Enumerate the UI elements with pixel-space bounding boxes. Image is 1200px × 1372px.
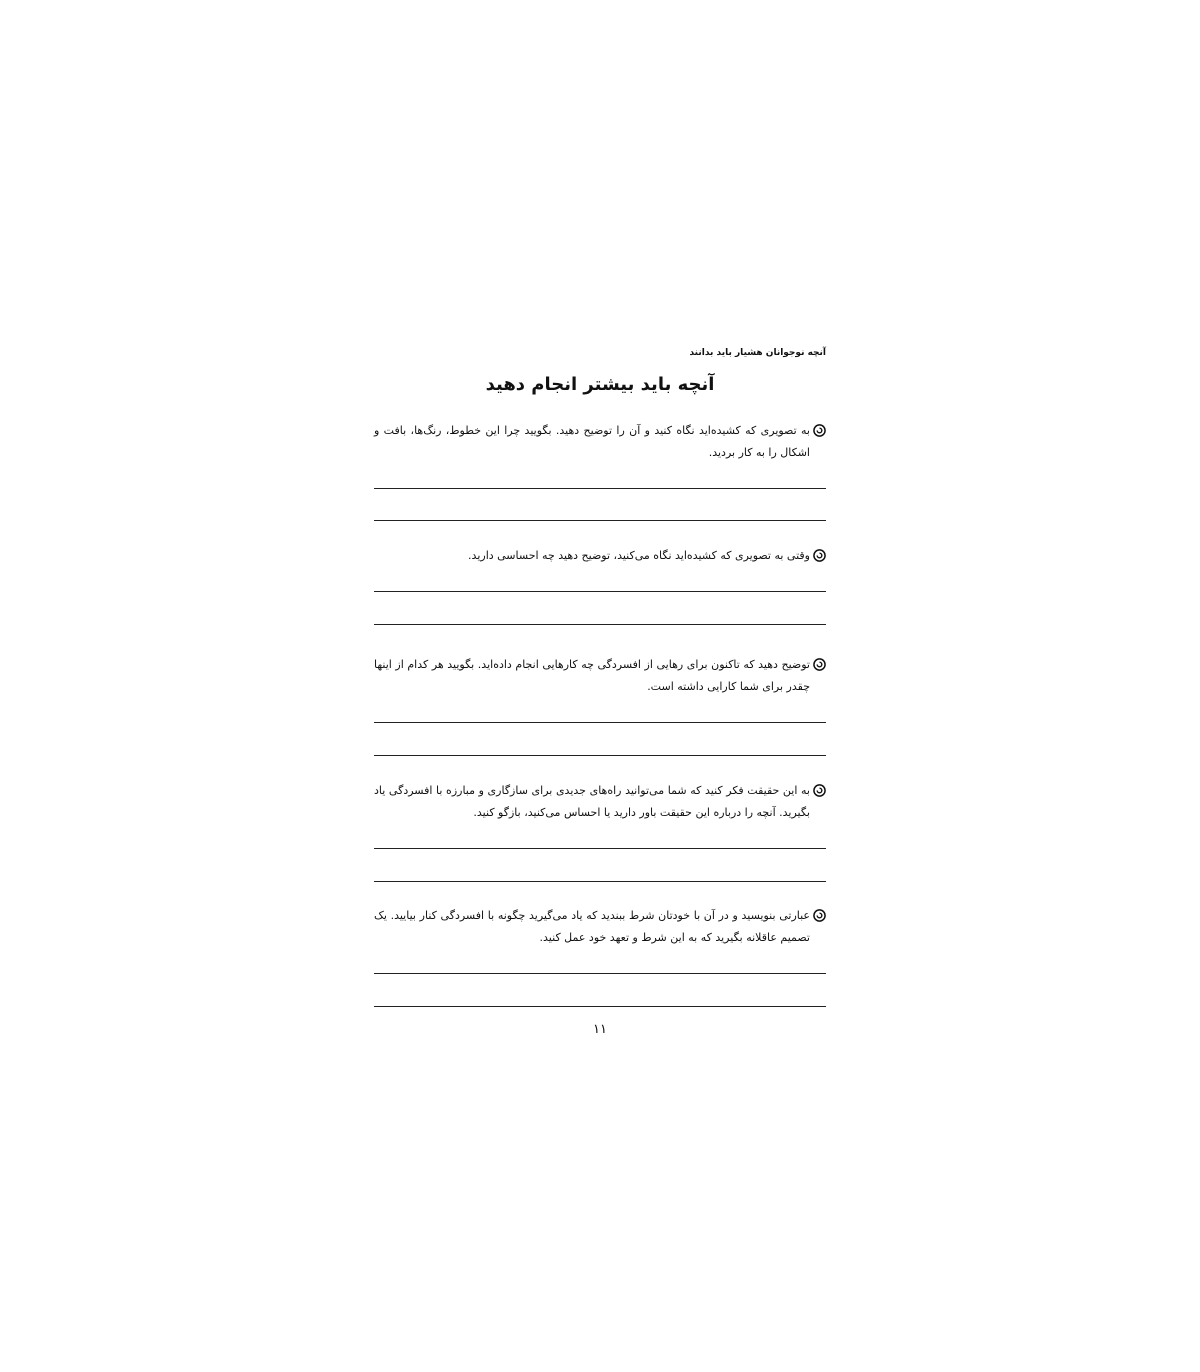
page-title: آنچه باید بیشتر انجام دهید [485, 374, 715, 395]
question-3 [374, 654, 826, 698]
page-number: ۱۱ [593, 1022, 607, 1037]
answer-line[interactable] [374, 848, 826, 849]
answer-line[interactable] [374, 520, 826, 521]
question-text: به تصویری که کشیده‌اید نگاه کنید و آن را توضیح دهید. بگویید چرا این خطوط، رنگ‌ها، بافت و اشکال را به کار بردید. [374, 424, 810, 459]
answer-line[interactable] [374, 722, 826, 723]
question-1 [374, 420, 826, 464]
spiral-bullet-icon [813, 658, 826, 671]
answer-line[interactable] [374, 973, 826, 974]
question-2 [374, 545, 826, 567]
question-5 [374, 905, 826, 949]
spiral-bullet-icon [813, 784, 826, 797]
answer-line[interactable] [374, 591, 826, 592]
question-text: عبارتی بنویسید و در آن با خودتان شرط ببندید که یاد می‌گیرید چگونه با افسردگی کنار بیایید. یک تصمیم عاقلانه بگیرید که به این شرط و تعهد خود عمل کنید. [374, 909, 810, 944]
book-page [374, 340, 826, 1040]
answer-line[interactable] [374, 755, 826, 756]
question-4 [374, 780, 826, 824]
question-text: به این حقیقت فکر کنید که شما می‌توانید راه‌های جدیدی برای سازگاری و مبارزه با افسردگی یاد بگیرید. آنچه را درباره این حقیقت باور دارید یا احساس می‌کنید، بازگو کنید. [374, 784, 810, 819]
answer-line[interactable] [374, 488, 826, 489]
spiral-bullet-icon [813, 909, 826, 922]
spiral-bullet-icon [813, 424, 826, 437]
answer-line[interactable] [374, 1006, 826, 1007]
question-text: وقتی به تصویری که کشیده‌اید نگاه می‌کنید، توضیح دهید چه احساسی دارید. [468, 549, 810, 562]
question-text: توضیح دهید که تاکنون برای رهایی از افسردگی چه کارهایی انجام داده‌اید. بگویید هر کدام از اینها چقدر برای شما کارایی داشته است. [374, 658, 810, 693]
answer-line[interactable] [374, 881, 826, 882]
spiral-bullet-icon [813, 549, 826, 562]
answer-line[interactable] [374, 624, 826, 625]
running-head: آنچه نوجوانان هشیار باید بدانند [689, 348, 826, 358]
